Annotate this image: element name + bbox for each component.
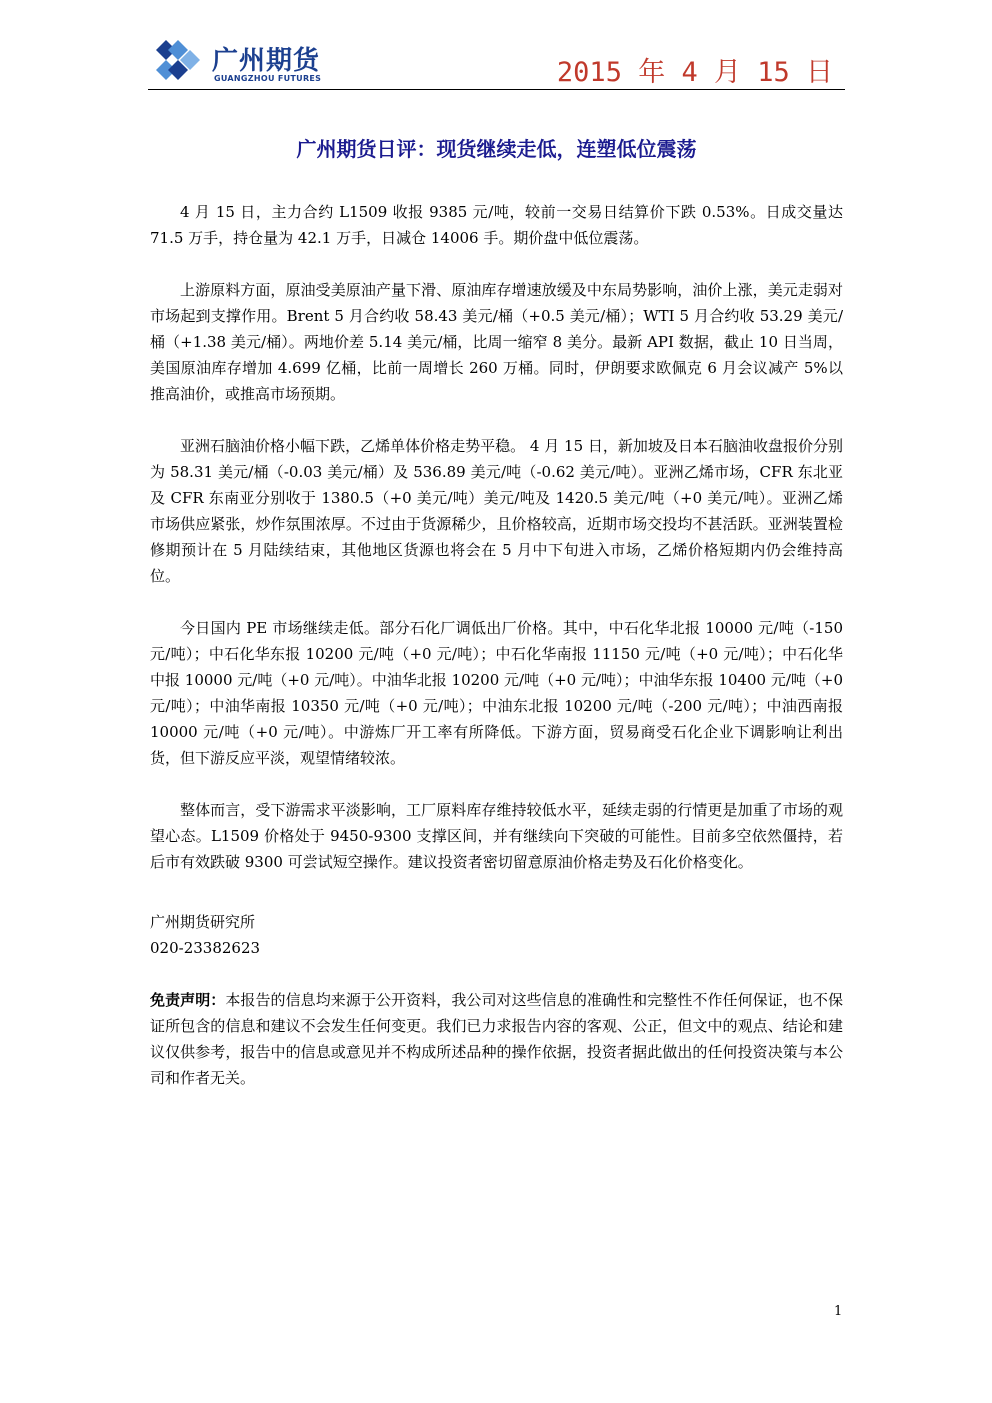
paragraph-domestic-pe: 今日国内 PE 市场继续走低。部分石化厂调低出厂价格。其中，中石化华北报 10000 元/吨（-150 元/吨）；中石化华东报 10200 元/吨（+0 元/吨）；中石化华南报 11150 元/吨（+0 元/吨）；中石化华中报 10000 元/吨（+0 元/吨）。中油华北报 10200 元/吨（+0 元/吨）；中油华东报 10400 元/吨（+0 元/吨）；中油华南报 10350 元/吨（+0 元/吨）；中油东北报 10200 元/吨（-200 元/吨）；中油西南报 10000 元/吨（+0 元/吨）。中游炼厂开工率有所降低。下游方面，贸易商受石化企业下调影响让利出货，但下游反应平淡，观望情绪较浓。 bbox=[150, 619, 843, 767]
company-logo bbox=[154, 34, 374, 86]
paragraph-crude-oil: 上游原料方面，原油受美原油产量下滑、原油库存增速放缓及中东局势影响，油价上涨，美元走弱对市场起到支撑作用。Brent 5 月合约收 58.43 美元/桶（+0.5 美元/桶）；WTI 5 月合约收 53.29 美元/桶（+1.38 美元/桶）。两地价差 5.14 美元/桶，比周一缩窄 8 美分。最新 API 数据，截止 10 日当周，美国原油库存增加 4.699 亿桶，比前一周增长 260 万桶。同时，伊朗要求欧佩克 6 月会议减产 5%以推高油价，或推高市场预期。 bbox=[150, 281, 843, 403]
signature-phone: 020-23382623 bbox=[150, 939, 261, 957]
logo-text-cn: 广州期货 bbox=[212, 46, 321, 76]
disclaimer bbox=[150, 987, 843, 1091]
report-body bbox=[150, 199, 843, 1091]
header-divider bbox=[148, 89, 845, 90]
paragraph-outlook: 整体而言，受下游需求平淡影响，工厂原料库存维持较低水平，延续走弱的行情更是加重了市场的观望心态。L1509 价格处于 9450-9300 支撑区间，并有继续向下突破的可能性。目前多空依然僵持，若后市有效跌破 9300 可尝试短空操作。建议投资者密切留意原油价格走势及石化价格变化。 bbox=[150, 801, 843, 871]
paragraph-market-summary: 4 月 15 日，主力合约 L1509 收报 9385 元/吨，较前一交易日结算价下跌 0.53%。日成交量达 71.5 万手，持仓量为 42.1 万手，日减仓 14006 手。期价盘中低位震荡。 bbox=[150, 203, 843, 247]
logo-text-en: GUANGZHOU FUTURES bbox=[214, 74, 322, 83]
paragraph-naphtha-ethylene: 亚洲石脑油价格小幅下跌，乙烯单体价格走势平稳。 4 月 15 日，新加坡及日本石脑油收盘报价分别为 58.31 美元/桶（-0.03 美元/桶）及 536.89 美元/吨（-0.62 美元/吨）。亚洲乙烯市场，CFR 东北亚及 CFR 东南亚分别收于 1380.5（+0 美元/吨）美元/吨及 1420.5 美元/吨（+0 美元/吨）。亚洲乙烯市场供应紧张，炒作氛围浓厚。不过由于货源稀少，且价格较高，近期市场交投均不甚活跃。亚洲装置检修期预计在 5 月陆续结束，其他地区货源也将会在 5 月中下旬进入市场，乙烯价格短期内仍会维持高位。 bbox=[150, 437, 843, 585]
report-title: 广州期货日评：现货继续走低，连塑低位震荡 bbox=[296, 137, 697, 161]
signature-org: 广州期货研究所 bbox=[150, 913, 256, 931]
disclaimer-text: 本报告的信息均来源于公开资料，我公司对这些信息的准确性和完整性不作任何保证，也不保证所包含的信息和建议不会发生任何变更。我们已力求报告内容的客观、公正，但文中的观点、结论和建议仅供参考，报告中的信息或意见并不构成所述品种的操作依据，投资者据此做出的任何投资决策与本公司和作者无关。 bbox=[150, 991, 843, 1087]
page-number: 1 bbox=[834, 1304, 843, 1319]
logo-mark-icon bbox=[154, 36, 202, 84]
page-header bbox=[148, 28, 845, 90]
report-date: 2015 年 4 月 15 日 bbox=[556, 57, 833, 88]
disclaimer-label: 免责声明： bbox=[150, 991, 226, 1009]
signature-block bbox=[150, 909, 843, 961]
